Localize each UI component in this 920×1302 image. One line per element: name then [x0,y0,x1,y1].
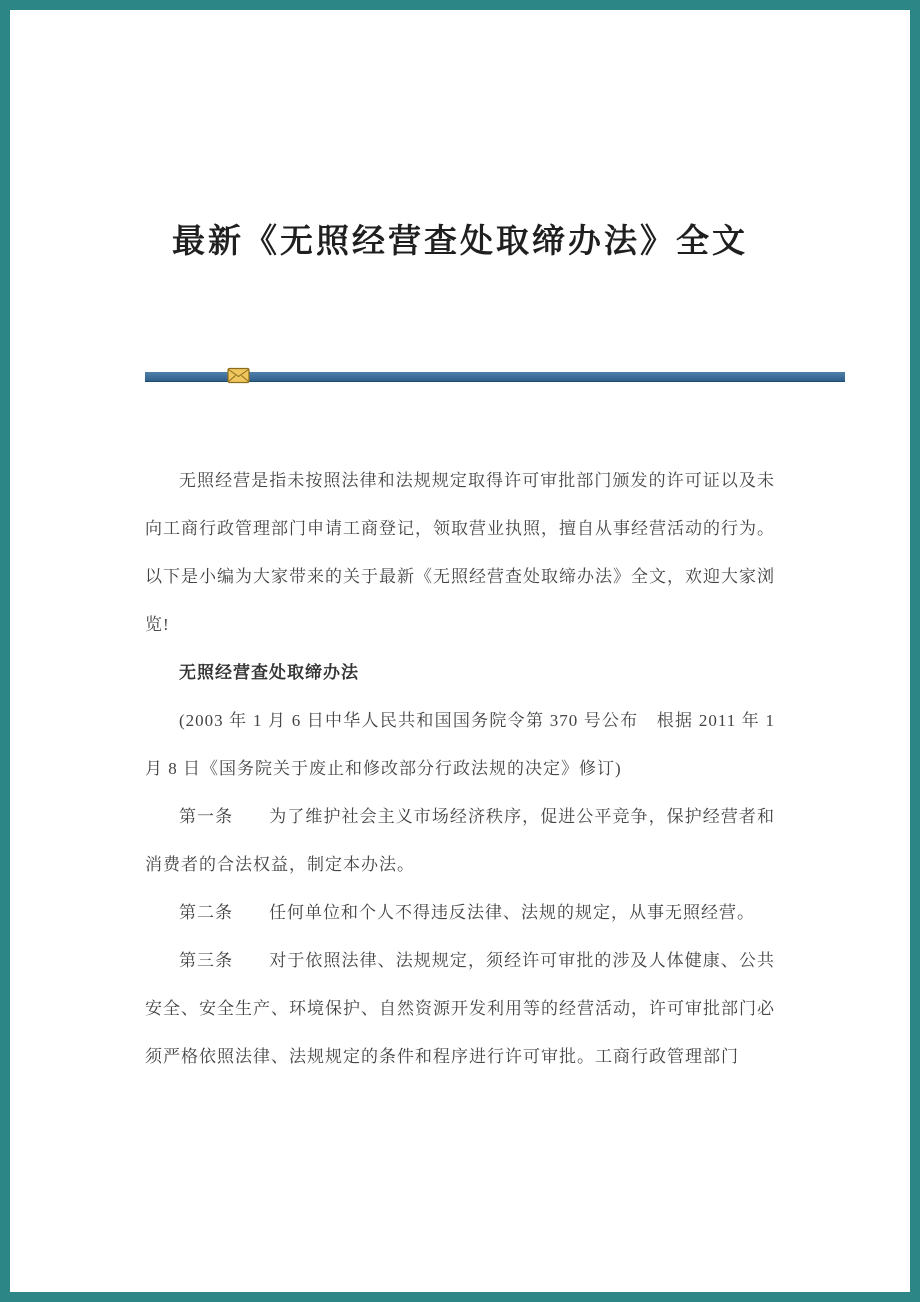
envelope-icon [227,367,250,384]
paragraph-intro: 无照经营是指未按照法律和法规规定取得许可审批部门颁发的许可证以及未向工商行政管理部门申请工商登记，领取营业执照，擅自从事经营活动的行为。以下是小编为大家带来的关于最新《无照经营查处取缔办法》全文，欢迎大家浏览! [145,471,775,634]
section-heading: 无照经营查处取缔办法 [179,663,359,682]
page-title: 最新《无照经营查处取缔办法》全文 [172,224,748,260]
paragraph-article-1: 第一条 为了维护社会主义市场经济秩序，促进公平竞争，保护经营者和消费者的合法权益，制定本办法。 [145,807,775,874]
paragraph-article-2: 第二条 任何单位和个人不得违反法律、法规的规定，从事无照经营。 [179,903,755,922]
document-body [145,457,775,1081]
paragraph-article-3: 第三条 对于依照法律、法规规定，须经许可审批的涉及人体健康、公共安全、安全生产、环境保护、自然资源开发利用等的经营活动，许可审批部门必须严格依照法律、法规规定的条件和程序进行许可审批。工商行政管理部门 [145,951,775,1066]
paragraph-decree-note: (2003 年 1 月 6 日中华人民共和国国务院令第 370 号公布 根据 2011 年 1 月 8 日《国务院关于废止和修改部分行政法规的决定》修订) [145,711,775,778]
section-divider [145,372,845,382]
